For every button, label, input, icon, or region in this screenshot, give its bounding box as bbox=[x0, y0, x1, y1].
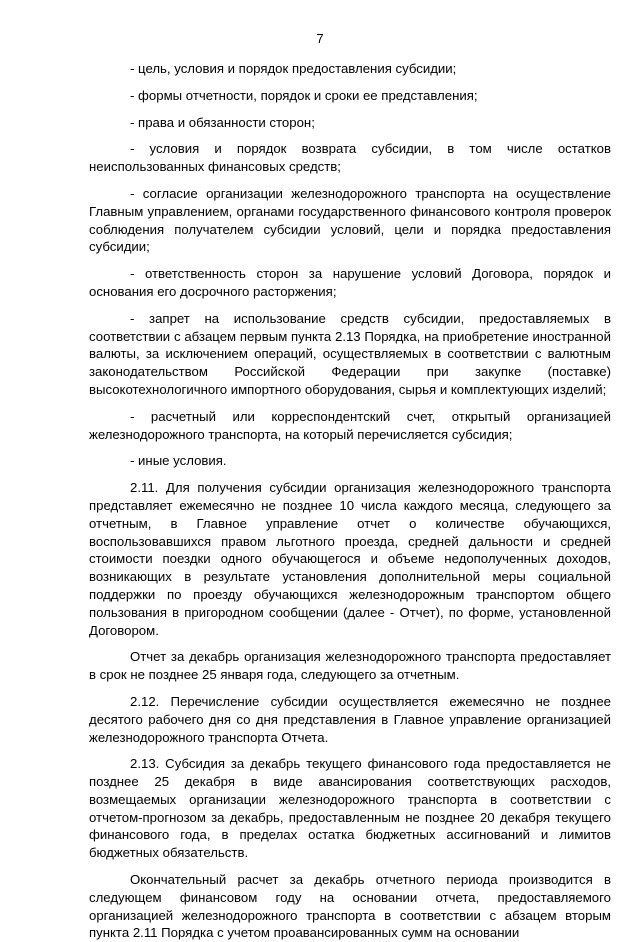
clause-2-11: 2.11. Для получения субсидии организация железнодорожного транспорта представляет ежемесячно не позднее 10 числа каждого месяца, следующего за отчетным, в Главное управление отчет о количестве обучающихся, воспользовавшихся правом льготного проезда, средней дальности и средней стоимости поездки одного обучающегося и объеме недополученных доходов, возникающих в результате установления дополнительной меры социальной поддержки по проезду обучающихся железнодорожным транспортом общего пользования в пригородном сообщении (далее - Отчет), по форме, установленной Договором. bbox=[89, 480, 611, 638]
list-item-inspection-consent: - согласие организации железнодорожного транспорта на осуществление Главным управлением, органами государственного финансового контроля проверок соблюдения получателем субсидии условий, цели и порядка предоставления субсидии; bbox=[89, 185, 611, 255]
list-item-currency-ban: - запрет на использование средств субсидии, предоставляемых в соответствии с абзацем первым пункта 2.13 Порядка, на приобретение иностранной валюты, за исключением операций, осуществляемых в соответствии с валютным законодательством Российской Федерации при закупке (поставке) высокотехнологичного импортного оборудования, сырья и комплектующих изделий; bbox=[89, 310, 611, 397]
list-item-liability: - ответственность сторон за нарушение условий Договора, порядок и основания его досрочного расторжения; bbox=[89, 266, 611, 299]
list-item-other-conditions: - иные условия. bbox=[130, 453, 227, 469]
list-item-return-conditions: - условия и порядок возврата субсидии, в том числе остатков неиспользованных финансовых средств; bbox=[89, 141, 611, 175]
list-item-reporting-forms: - формы отчетности, порядок и сроки ее представления; bbox=[130, 87, 478, 103]
list-item-subsidy-goal: - цель, условия и порядок предоставления субсидии; bbox=[130, 61, 457, 76]
page-number: 7 bbox=[316, 31, 324, 46]
clause-2-13: 2.13. Субсидия за декабрь текущего финансового года предоставляется не позднее 25 декабря в виде авансирования соответствующих расходов, возмещаемых организации железнодорожного транспорта в соответствии с отчетом-прогнозом за декабрь, предоставленным не позднее 20 декабря текущего финансового года, в пределах остатка бюджетных ассигнований и лимитов бюджетных обязательств. bbox=[89, 756, 611, 861]
clause-2-13-final-settlement: Окончательный расчет за декабрь отчетного периода производится в следующем финансовом году на основании отчета, предоставляемого организацией железнодорожного транспорта в соответствии с абзацем вторым пункта 2.11 Порядка с учетом проавансированных сумм на основании bbox=[89, 872, 611, 941]
clause-2-11-december-report: Отчет за декабрь организация железнодорожного транспорта предоставляет в срок не позднее 25 января года, следующего за отчетным. bbox=[89, 649, 611, 683]
document-body bbox=[89, 60, 611, 942]
clause-2-12: 2.12. Перечисление субсидии осуществляется ежемесячно не позднее десятого рабочего дня со дня представления в Главное управление организацией железнодорожного транспорта Отчета. bbox=[89, 693, 611, 745]
list-item-bank-account: - расчетный или корреспондентский счет, открытый организацией железнодорожного транспорта, на который перечисляется субсидия; bbox=[89, 408, 611, 442]
list-item-rights-duties: - права и обязанности сторон; bbox=[130, 114, 315, 130]
